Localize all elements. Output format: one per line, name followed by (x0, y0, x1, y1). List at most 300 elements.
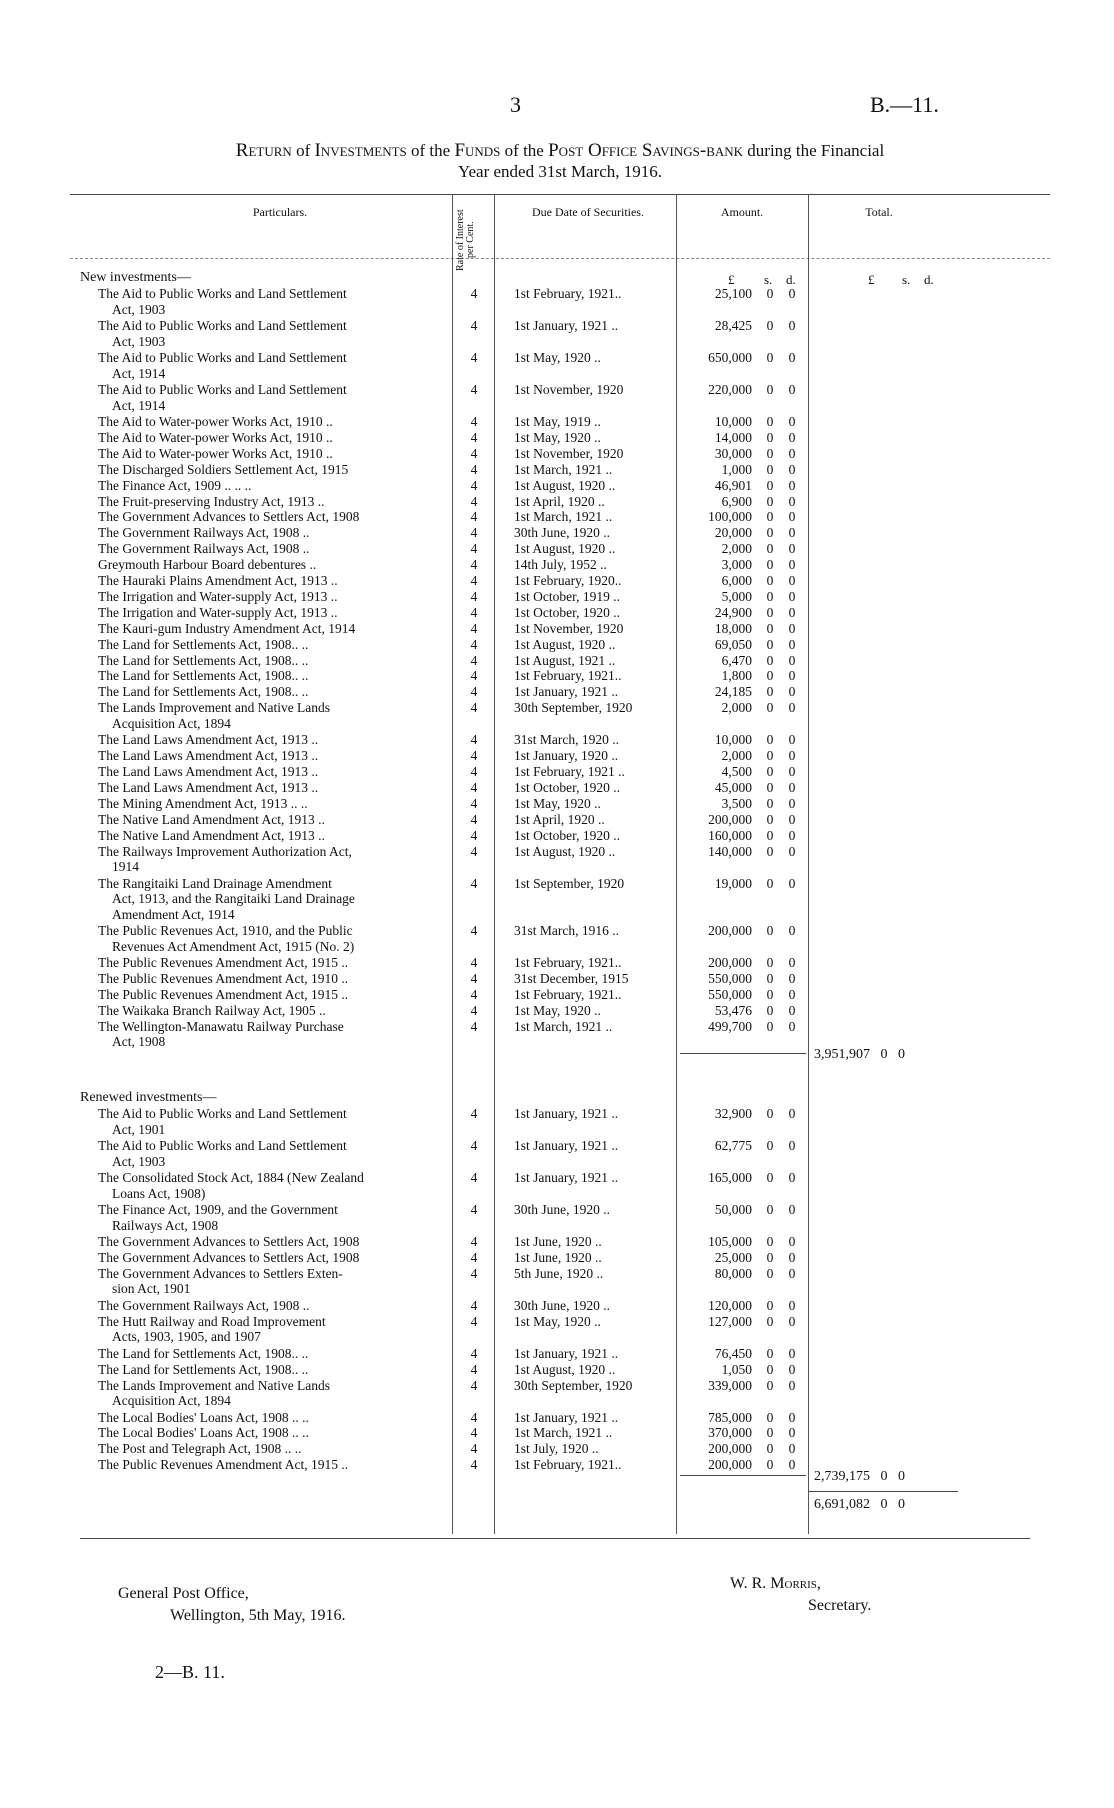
pence-cell: 0 (788, 1345, 796, 1361)
amount-cell: 30,000 (714, 445, 752, 461)
shillings-cell: 0 (766, 461, 774, 477)
particulars-line: The Public Revenues Amendment Act, 1915 .. (98, 1457, 349, 1473)
pence-cell: 0 (788, 1018, 796, 1034)
rate-cell: 4 (470, 525, 478, 541)
footer-office: General Post Office, (118, 1585, 249, 1602)
rate-cell: 4 (470, 1018, 478, 1034)
rate-cell: 4 (470, 652, 478, 668)
shillings-cell: 0 (766, 1425, 774, 1441)
rate-cell: 4 (470, 955, 478, 970)
footer-signer: W. R. Morris, (730, 1575, 821, 1592)
particulars-cell (98, 382, 438, 413)
amount-cell: 18,000 (714, 620, 752, 636)
due-date-cell: 1st February, 1921.. (514, 1457, 622, 1473)
particulars-line: The Land for Settlements Act, 1908.. .. (98, 636, 309, 652)
particulars-line: Act, 1914 (112, 397, 166, 413)
due-date-cell: 1st May, 1920 .. (514, 795, 601, 811)
shillings-cell: 0 (766, 1377, 774, 1393)
particulars-cell (98, 668, 438, 684)
amount-cell: 46,901 (714, 477, 752, 493)
shillings-cell: 0 (766, 509, 774, 525)
pence-cell: 0 (788, 1138, 796, 1153)
pence-cell: 0 (788, 461, 796, 477)
rate-cell: 4 (470, 1425, 478, 1441)
amount-cell: 1,050 (721, 1361, 752, 1377)
section-label: New investments— (80, 270, 191, 285)
due-date-cell: 5th June, 1920 .. (514, 1265, 604, 1281)
particulars-cell (98, 1457, 438, 1473)
currency-pounds: £ (728, 272, 735, 287)
rate-cell: 4 (470, 350, 478, 365)
col-rate: Rate of Interest per Cent. (455, 209, 476, 271)
shillings-cell: 0 (766, 1345, 774, 1361)
particulars-cell (98, 621, 438, 637)
amount-cell: 5,000 (721, 588, 752, 604)
particulars-line: The Discharged Soldiers Settlement Act, 1915 (98, 461, 349, 477)
shillings-cell: 0 (766, 795, 774, 811)
particulars-cell (98, 923, 438, 954)
particulars-cell (98, 1425, 438, 1441)
particulars-line: The Post and Telegraph Act, 1908 .. .. (98, 1441, 302, 1457)
due-date-cell: 1st November, 1920 (514, 382, 624, 397)
rate-cell: 4 (470, 875, 478, 891)
particulars-cell (98, 414, 438, 430)
particulars-line: Act, 1903 (112, 333, 166, 349)
due-date-cell: 1st August, 1920 .. (514, 541, 616, 557)
due-date-cell: 1st March, 1921 .. (514, 461, 613, 477)
shillings-cell: 0 (766, 573, 774, 588)
particulars-line: Act, 1908 (112, 1034, 166, 1050)
rate-cell: 4 (470, 764, 478, 779)
due-date-cell: 1st April, 1920 .. (514, 493, 605, 509)
pence-cell: 0 (788, 429, 796, 445)
amount-cell: 785,000 (708, 1409, 752, 1425)
particulars-cell (98, 1106, 438, 1137)
particulars-cell (98, 780, 438, 796)
particulars-line: The Wellington-Manawatu Railway Purchase (98, 1018, 344, 1034)
particulars-cell (98, 1003, 438, 1019)
particulars-cell (98, 509, 438, 525)
rate-cell: 4 (470, 414, 478, 429)
rate-cell: 4 (470, 382, 478, 397)
rate-cell: 4 (470, 1409, 478, 1425)
title-line-2: Year ended 31st March, 1916. (457, 162, 663, 181)
amount-cell: 50,000 (714, 1202, 752, 1217)
rate-cell: 4 (470, 732, 478, 748)
grand-total-amount: 6,691,082 (814, 1497, 870, 1513)
shillings-cell: 0 (766, 1265, 774, 1281)
rate-cell: 4 (470, 1265, 478, 1281)
total-currency-pence: d. (924, 272, 934, 287)
pence-cell: 0 (788, 1234, 796, 1249)
rate-cell: 4 (470, 620, 478, 636)
pence-cell: 0 (788, 955, 796, 970)
amount-cell: 69,050 (714, 636, 752, 652)
particulars-line: The Land for Settlements Act, 1908.. .. (98, 668, 309, 684)
particulars-line: The Aid to Water-power Works Act, 1910 .. (98, 414, 333, 429)
pence-cell: 0 (788, 1249, 796, 1265)
amount-cell: 200,000 (708, 811, 752, 827)
column-divider (676, 194, 677, 1534)
rate-cell: 4 (470, 1202, 478, 1217)
shillings-cell: 0 (766, 477, 774, 493)
shillings-cell: 0 (766, 1106, 774, 1121)
shillings-cell: 0 (766, 700, 774, 716)
rate-cell: 4 (470, 970, 478, 986)
total-currency-pounds: £ (868, 272, 875, 287)
particulars-cell (98, 1234, 438, 1250)
shillings-cell: 0 (766, 843, 774, 859)
particulars-line: The Finance Act, 1909, and the Government (98, 1202, 338, 1217)
amount-cell: 62,775 (714, 1138, 752, 1153)
total-shillings: 0 (880, 1469, 888, 1485)
title-word: during the Financial (747, 141, 885, 160)
particulars-line: 1914 (112, 859, 139, 874)
particulars-line: The Government Advances to Settlers Exten- (98, 1265, 343, 1281)
shillings-cell: 0 (766, 1361, 774, 1377)
amount-cell: 120,000 (708, 1297, 752, 1313)
due-date-cell: 30th September, 1920 (514, 700, 633, 716)
title-word: Post Office Savings-bank (548, 140, 744, 161)
pence-cell: 0 (788, 382, 796, 397)
due-date-cell: 31st March, 1916 .. (514, 923, 619, 938)
total-shillings: 0 (880, 1046, 888, 1062)
amount-cell: 370,000 (708, 1425, 752, 1441)
rate-cell: 4 (470, 636, 478, 652)
amount-cell: 1,800 (721, 668, 752, 684)
due-date-cell: 1st April, 1920 .. (514, 811, 605, 827)
rate-cell: 4 (470, 1297, 478, 1313)
rate-cell: 4 (470, 541, 478, 557)
rate-cell: 4 (470, 1002, 478, 1018)
pence-cell: 0 (788, 509, 796, 525)
shillings-cell: 0 (766, 1297, 774, 1313)
header-rule (70, 258, 1050, 259)
col-total: Total. (865, 205, 893, 219)
shillings-cell: 0 (766, 286, 774, 301)
amount-cell: 45,000 (714, 779, 752, 795)
title-word: of the (411, 141, 451, 160)
particulars-cell (98, 700, 438, 731)
title-word: Funds (454, 140, 501, 161)
shillings-cell: 0 (766, 764, 774, 779)
particulars-cell (98, 1250, 438, 1266)
particulars-line: Act, 1914 (112, 365, 166, 381)
pence-cell: 0 (788, 748, 796, 764)
amount-cell: 4,500 (721, 764, 752, 779)
pence-cell: 0 (788, 1377, 796, 1393)
shillings-cell: 0 (766, 668, 774, 684)
particulars-line: The Land for Settlements Act, 1908.. .. (98, 652, 309, 668)
due-date-cell: 1st March, 1921 .. (514, 1018, 613, 1034)
due-date-cell: 1st March, 1921 .. (514, 509, 613, 525)
pence-cell: 0 (788, 1297, 796, 1313)
amount-cell: 105,000 (708, 1234, 752, 1249)
pence-cell: 0 (788, 414, 796, 429)
amount-cell: 25,000 (714, 1249, 752, 1265)
pence-cell: 0 (788, 779, 796, 795)
due-date-cell: 1st July, 1920 .. (514, 1441, 599, 1457)
amount-cell: 127,000 (708, 1313, 752, 1329)
pence-cell: 0 (788, 764, 796, 779)
amount-cell: 160,000 (708, 827, 752, 843)
rate-cell: 4 (470, 923, 478, 938)
title-word: Investments (314, 140, 407, 161)
particulars-cell (98, 828, 438, 844)
due-date-cell: 1st February, 1921.. (514, 668, 622, 684)
due-date-cell: 1st August, 1920 .. (514, 636, 616, 652)
rate-cell: 4 (470, 1138, 478, 1153)
shillings-cell: 0 (766, 557, 774, 573)
amount-cell: 80,000 (714, 1265, 752, 1281)
footer-role: Secretary. (808, 1597, 872, 1614)
amount-cell: 6,000 (721, 573, 752, 588)
due-date-cell: 14th July, 1952 .. (514, 557, 607, 573)
particulars-line: The Government Railways Act, 1908 .. (98, 525, 310, 541)
amount-cell: 76,450 (714, 1345, 752, 1361)
column-divider (452, 194, 453, 1534)
shillings-cell: 0 (766, 1002, 774, 1018)
particulars-line: The Government Railways Act, 1908 .. (98, 541, 310, 557)
shillings-cell: 0 (766, 1234, 774, 1249)
rate-cell: 4 (470, 1106, 478, 1121)
pence-cell: 0 (788, 620, 796, 636)
particulars-line: Greymouth Harbour Board debentures .. (98, 557, 317, 573)
rate-cell: 4 (470, 779, 478, 795)
pence-cell: 0 (788, 604, 796, 620)
pence-cell: 0 (788, 541, 796, 557)
shillings-cell: 0 (766, 604, 774, 620)
particulars-cell (98, 1019, 438, 1050)
due-date-cell: 1st August, 1920 .. (514, 843, 616, 859)
due-date-cell: 1st October, 1920 .. (514, 779, 620, 795)
pence-cell: 0 (788, 445, 796, 461)
particulars-line: The Aid to Public Works and Land Settlement (98, 382, 347, 397)
pence-cell: 0 (788, 795, 796, 811)
shillings-cell: 0 (766, 1457, 774, 1473)
shillings-cell: 0 (766, 414, 774, 429)
due-date-cell: 1st January, 1920 .. (514, 748, 619, 764)
rate-cell: 4 (470, 286, 478, 301)
particulars-line: Act, 1903 (112, 1153, 166, 1169)
shillings-cell: 0 (766, 493, 774, 509)
shillings-cell: 0 (766, 525, 774, 541)
particulars-cell (98, 1410, 438, 1426)
due-date-cell: 1st March, 1921 .. (514, 1425, 613, 1441)
pence-cell: 0 (788, 875, 796, 891)
pence-cell: 0 (788, 573, 796, 588)
particulars-cell (98, 589, 438, 605)
due-date-cell: 1st August, 1920 .. (514, 477, 616, 493)
column-divider (808, 194, 809, 1534)
amount-cell: 14,000 (714, 429, 752, 445)
particulars-line: Act, 1903 (112, 301, 166, 317)
shillings-cell: 0 (766, 732, 774, 748)
particulars-line: The Hauraki Plains Amendment Act, 1913 .. (98, 573, 338, 588)
pence-cell: 0 (788, 1313, 796, 1329)
particulars-cell (98, 971, 438, 987)
rate-cell: 4 (470, 1170, 478, 1185)
col-due: Due Date of Securities. (532, 205, 644, 219)
rate-cell: 4 (470, 1377, 478, 1393)
particulars-cell (98, 1441, 438, 1457)
particulars-line: The Government Advances to Settlers Act, 1908 (98, 1249, 360, 1265)
subtotal-rule (680, 1475, 806, 1476)
shillings-cell: 0 (766, 1202, 774, 1217)
particulars-cell (98, 1138, 438, 1169)
due-date-cell: 30th September, 1920 (514, 1377, 633, 1393)
shillings-cell: 0 (766, 382, 774, 397)
due-date-cell: 1st August, 1921 .. (514, 652, 616, 668)
amount-cell: 32,900 (714, 1106, 752, 1121)
amount-cell: 200,000 (708, 1441, 752, 1457)
particulars-line: The Aid to Public Works and Land Settlement (98, 350, 347, 365)
due-date-cell: 1st January, 1921 .. (514, 318, 619, 333)
amount-cell: 25,100 (714, 286, 752, 301)
table-top-rule (70, 194, 1050, 195)
pence-cell: 0 (788, 700, 796, 716)
shillings-cell: 0 (766, 986, 774, 1002)
shillings-cell: 0 (766, 1409, 774, 1425)
grand-total-rule (808, 1491, 958, 1492)
rate-cell: 4 (470, 573, 478, 588)
rate-cell: 4 (470, 1441, 478, 1457)
rate-cell: 4 (470, 1361, 478, 1377)
subtotal-rule (680, 1053, 806, 1054)
rate-cell: 4 (470, 445, 478, 461)
pence-cell: 0 (788, 827, 796, 843)
pence-cell: 0 (788, 1170, 796, 1185)
shillings-cell: 0 (766, 1138, 774, 1153)
amount-cell: 3,000 (721, 557, 752, 573)
particulars-line: The Waikaka Branch Railway Act, 1905 .. (98, 1002, 326, 1018)
pence-cell: 0 (788, 652, 796, 668)
total-amount: 3,951,907 (814, 1046, 870, 1062)
shillings-cell: 0 (766, 636, 774, 652)
due-date-cell: 1st May, 1920 .. (514, 429, 601, 445)
rate-cell: 4 (470, 557, 478, 573)
particulars-line: Acquisition Act, 1894 (112, 1393, 231, 1408)
shillings-cell: 0 (766, 923, 774, 938)
particulars-line: The Government Advances to Settlers Act, 1908 (98, 1234, 360, 1249)
particulars-cell (98, 1298, 438, 1314)
amount-cell: 550,000 (708, 986, 752, 1002)
amount-cell: 200,000 (708, 923, 752, 938)
total-pence: 0 (898, 1046, 905, 1062)
particulars-cell (98, 844, 438, 875)
shillings-cell: 0 (766, 620, 774, 636)
particulars-line: Railways Act, 1908 (112, 1217, 219, 1233)
particulars-line: The Kauri-gum Industry Amendment Act, 1914 (98, 620, 356, 636)
rate-cell: 4 (470, 1345, 478, 1361)
pence-cell: 0 (788, 1441, 796, 1457)
due-date-cell: 1st June, 1920 .. (514, 1249, 602, 1265)
rate-cell: 4 (470, 493, 478, 509)
pence-cell: 0 (788, 1106, 796, 1121)
pence-cell: 0 (788, 843, 796, 859)
particulars-cell (98, 286, 438, 317)
due-date-cell: 1st November, 1920 (514, 620, 624, 636)
amount-cell: 10,000 (714, 732, 752, 748)
pence-cell: 0 (788, 1409, 796, 1425)
particulars-line: The Aid to Public Works and Land Settlement (98, 286, 347, 301)
due-date-cell: 1st February, 1920.. (514, 573, 622, 588)
amount-cell: 499,700 (708, 1018, 752, 1034)
particulars-line: The Aid to Public Works and Land Settlement (98, 318, 347, 333)
pence-cell: 0 (788, 1457, 796, 1473)
particulars-line: Loans Act, 1908) (112, 1185, 206, 1201)
pence-cell: 0 (788, 493, 796, 509)
due-date-cell: 1st November, 1920 (514, 445, 624, 461)
shillings-cell: 0 (766, 779, 774, 795)
shillings-cell: 0 (766, 1170, 774, 1185)
due-date-cell: 30th June, 1920 .. (514, 1297, 610, 1313)
pence-cell: 0 (788, 668, 796, 684)
rate-cell: 4 (470, 843, 478, 859)
amount-cell: 140,000 (708, 843, 752, 859)
particulars-cell (98, 525, 438, 541)
due-date-cell: 1st May, 1919 .. (514, 414, 601, 429)
pence-cell: 0 (788, 286, 796, 301)
due-date-cell: 1st October, 1919 .. (514, 588, 620, 604)
particulars-line: The Consolidated Stock Act, 1884 (New Zealand (98, 1170, 364, 1185)
particulars-line: The Aid to Public Works and Land Settlement (98, 1138, 347, 1153)
particulars-line: The Land Laws Amendment Act, 1913 .. (98, 732, 319, 748)
particulars-cell (98, 541, 438, 557)
page-title (70, 140, 1050, 182)
rate-cell: 4 (470, 1249, 478, 1265)
particulars-line: The Lands Improvement and Native Lands (98, 700, 331, 716)
particulars-line: The Aid to Public Works and Land Settlement (98, 1106, 347, 1121)
due-date-cell: 1st May, 1920 .. (514, 350, 601, 365)
particulars-cell (98, 812, 438, 828)
grand-total-pence: 0 (898, 1497, 905, 1513)
shillings-cell: 0 (766, 1018, 774, 1034)
due-date-cell: 30th June, 1920 .. (514, 1202, 610, 1217)
amount-cell: 3,500 (721, 795, 752, 811)
particulars-line: The Aid to Water-power Works Act, 1910 .. (98, 445, 333, 461)
particulars-cell (98, 430, 438, 446)
page-number: 3 (510, 92, 521, 117)
particulars-line: Acts, 1903, 1905, and 1907 (112, 1329, 261, 1345)
pence-cell: 0 (788, 557, 796, 573)
particulars-cell (98, 462, 438, 478)
particulars-cell (98, 987, 438, 1003)
shillings-cell: 0 (766, 445, 774, 461)
amount-cell: 20,000 (714, 525, 752, 541)
section-total (814, 1047, 984, 1063)
amount-cell: 2,000 (721, 700, 752, 716)
col-particulars: Particulars. (252, 205, 308, 219)
amount-cell: 339,000 (708, 1377, 752, 1393)
particulars-line: The Native Land Amendment Act, 1913 .. (98, 811, 325, 827)
particulars-cell (98, 876, 438, 923)
amount-cell: 19,000 (714, 875, 752, 891)
amount-cell: 200,000 (708, 955, 752, 970)
particulars-line: The Public Revenues Amendment Act, 1915 .. (98, 955, 349, 970)
pence-cell: 0 (788, 525, 796, 541)
shillings-cell: 0 (766, 970, 774, 986)
shillings-cell: 0 (766, 541, 774, 557)
particulars-cell (98, 796, 438, 812)
particulars-line: The Aid to Water-power Works Act, 1910 .. (98, 429, 333, 445)
shillings-cell: 0 (766, 429, 774, 445)
particulars-line: The Land Laws Amendment Act, 1913 .. (98, 764, 319, 779)
amount-cell: 100,000 (708, 509, 752, 525)
shillings-cell: 0 (766, 1441, 774, 1457)
particulars-cell (98, 955, 438, 971)
due-date-cell: 1st October, 1920 .. (514, 604, 620, 620)
